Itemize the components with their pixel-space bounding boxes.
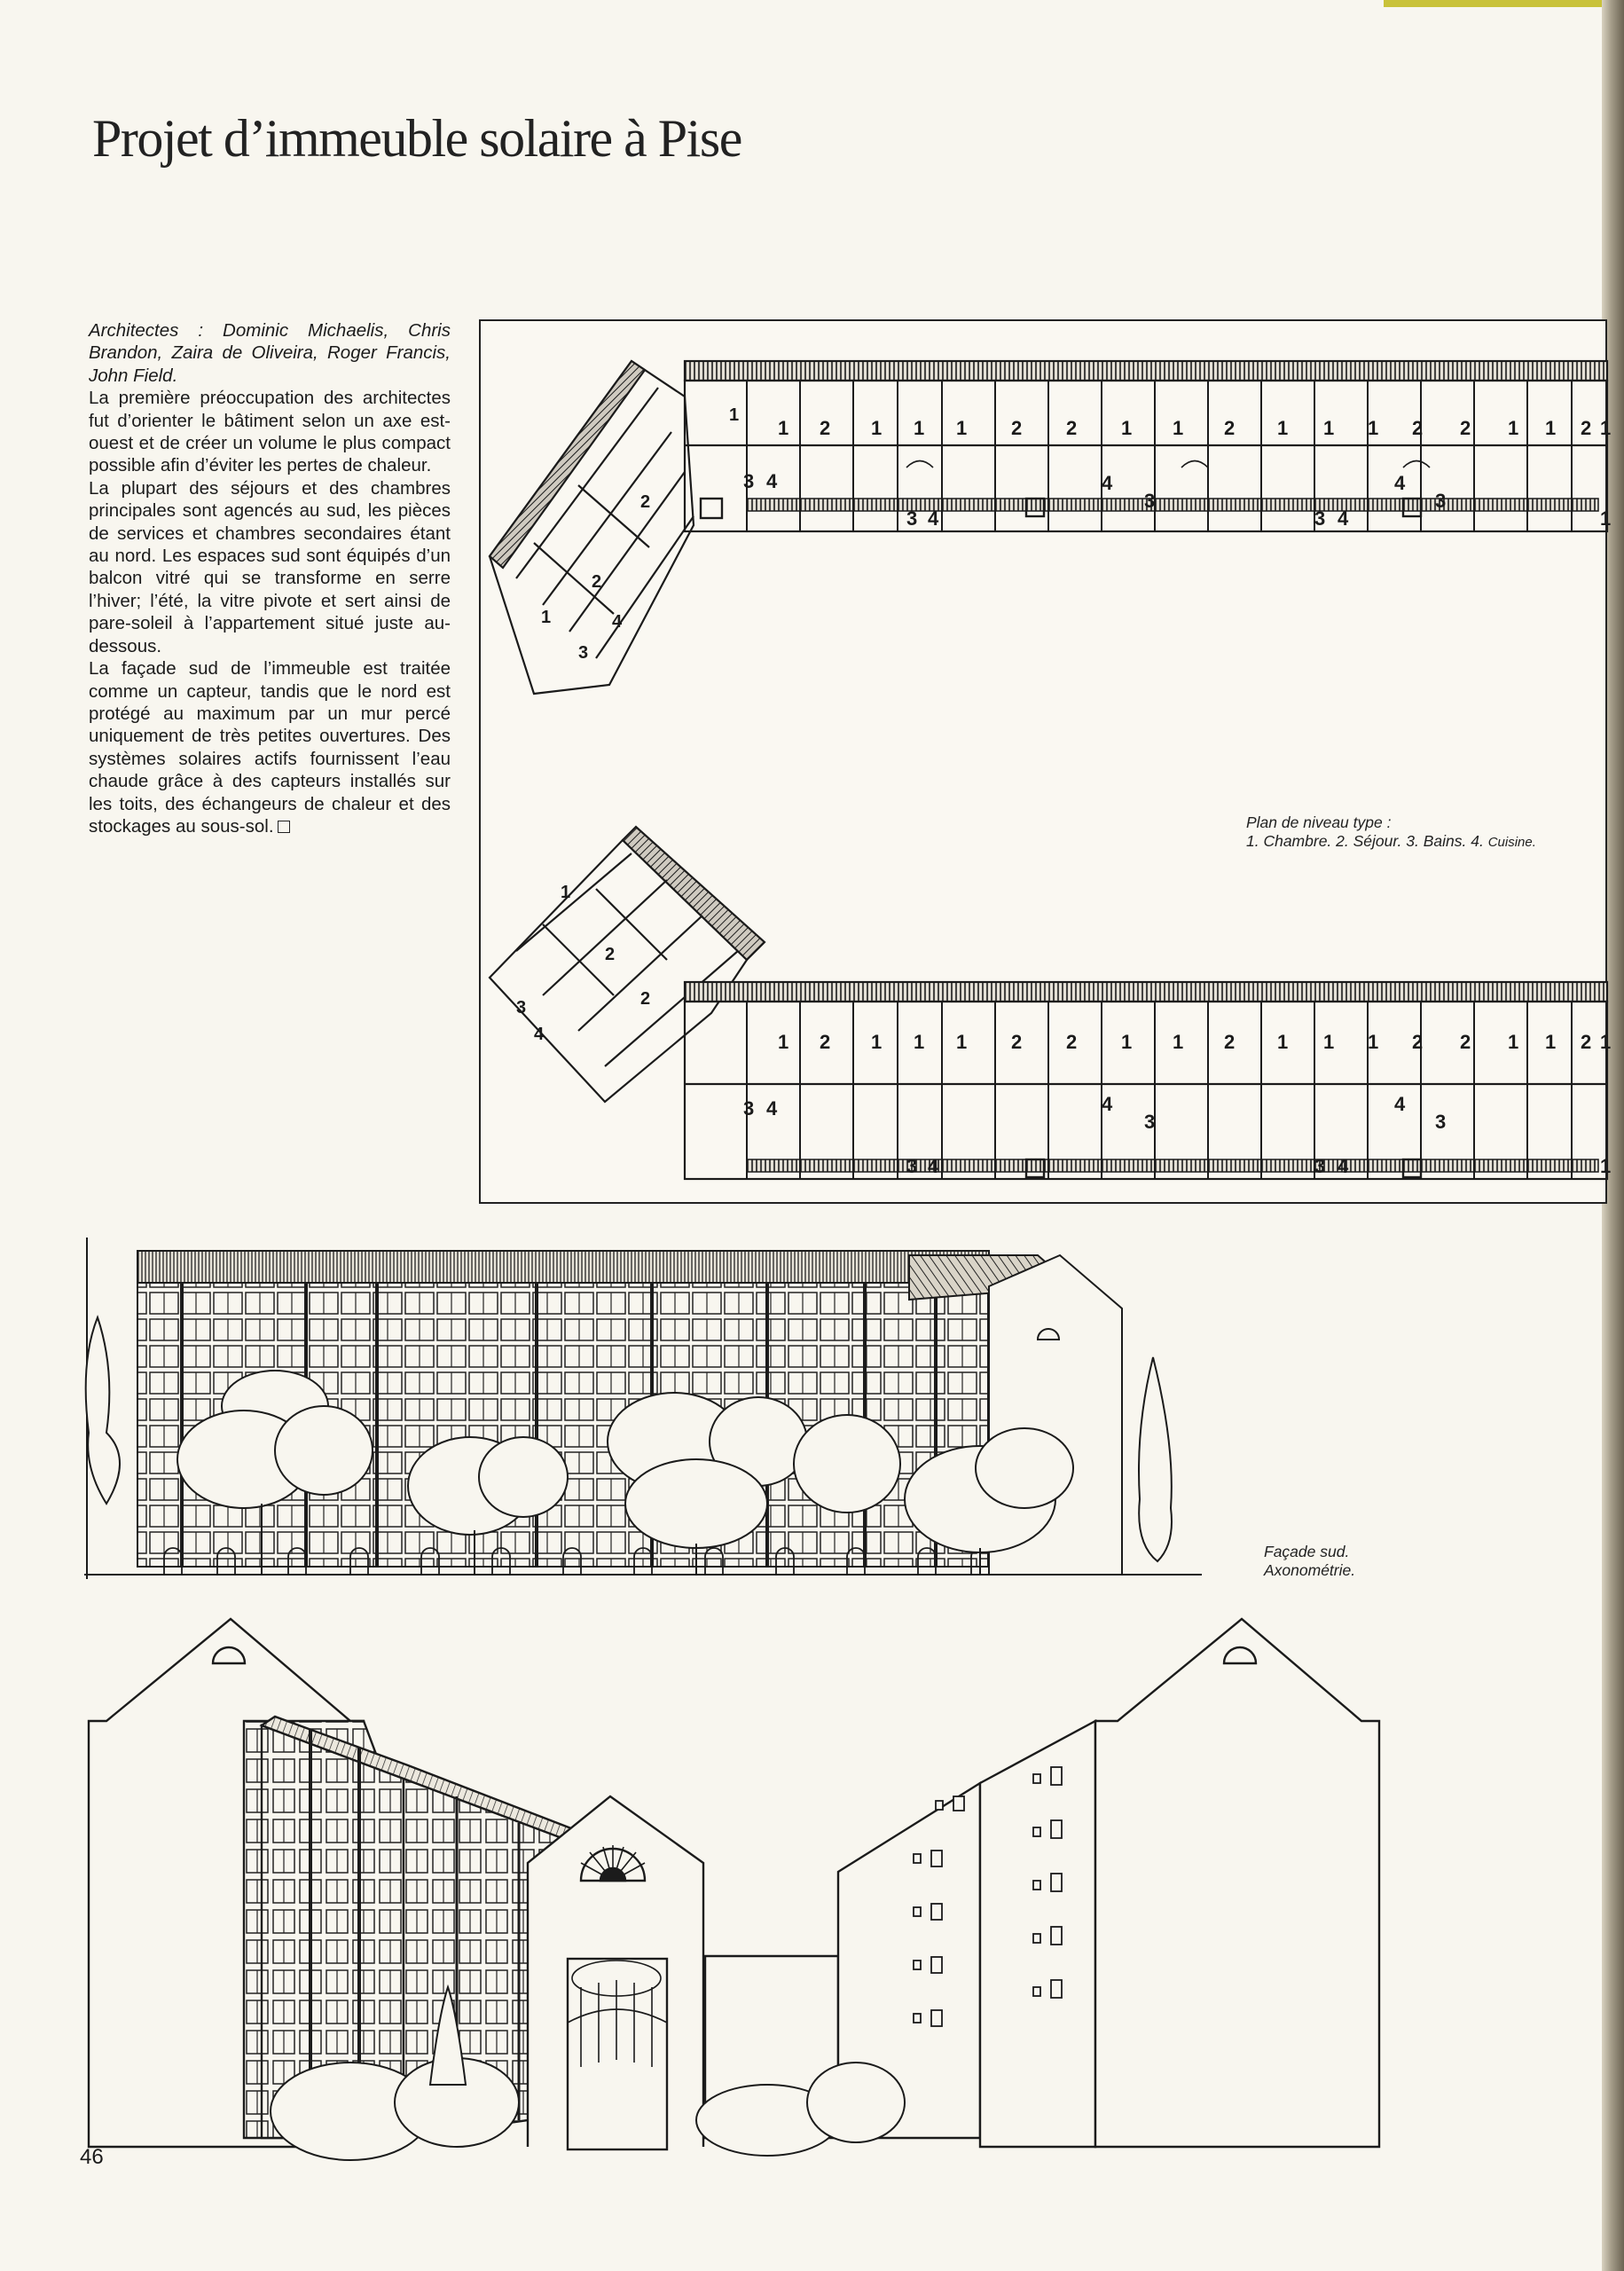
facade-caption [1264, 1543, 1355, 1580]
plan-label: 1 [561, 883, 571, 902]
plan-label: 2 [640, 492, 651, 512]
plan-label: 4 [1394, 1093, 1406, 1115]
plan-label: 3 [743, 1097, 755, 1120]
plan-label: 4 [1338, 1155, 1349, 1177]
plan-label: 3 [743, 470, 755, 492]
page-title: Projet d’immeuble solaire à Pise [92, 109, 741, 168]
top-color-bar [1384, 0, 1624, 7]
paragraph-3-text: La façade sud de l’immeuble est traitée comme un capteur, tandis que le nord est protégé au maximum par un mur percé uniquement de très petites ouvertures. Des systèmes solaires actifs fournissent l’eau chaude grâce à des capteurs installés sur les toits, des échangeurs de chaleur et des stockages au sous-sol. [89, 658, 451, 837]
plan-label: 4 [534, 1025, 545, 1044]
plan-label: 1 [1508, 417, 1519, 439]
plan-label: 1 [1173, 1031, 1184, 1053]
plan-label: 1 [1173, 417, 1184, 439]
plan-label: 4 [928, 507, 939, 530]
plan-label: 1 [1368, 417, 1379, 439]
paragraph-2: La plupart des séjours et des chambres principales sont agencés au sud, les pièces de services et chambres secondaires étant au nord. Les espaces sud sont équipés d’un balcon vitré qui se transforme en serre l’hiver; l’été, la vitre pivote et sert ainsi de pare-soleil à l’appartement situé juste au-dessous. [89, 477, 451, 656]
plan-label: 4 [1338, 507, 1349, 530]
article-text [89, 319, 451, 837]
plan-label: 1 [1121, 417, 1133, 439]
plan-label: 3 [1435, 490, 1447, 512]
plan-label: 2 [820, 417, 831, 439]
floor-plan-figure [479, 319, 1612, 1204]
facade-caption-line: Façade sud. [1264, 1543, 1350, 1560]
plan-label: 1 [1121, 1031, 1133, 1053]
plan-label: 4 [1394, 472, 1406, 494]
plan-label: 1 [1323, 1031, 1335, 1053]
plan-label: 4 [1102, 472, 1113, 494]
plan-label: 4 [766, 1097, 778, 1120]
plan-label: 2 [1412, 417, 1424, 439]
plan-label: 1 [541, 608, 552, 627]
plan-label: 4 [766, 470, 778, 492]
plan-label: 1 [729, 405, 740, 425]
plan-label: 3 [906, 1155, 918, 1177]
end-mark-icon [278, 821, 290, 833]
authors-line: Architectes : Dominic Michaelis, Chris Brandon, Zaira de Oliveira, Roger Francis, John Field. [89, 320, 451, 386]
plan-label: 1 [1545, 417, 1557, 439]
plan-label: 1 [1277, 417, 1289, 439]
upper-plan-labels [541, 405, 1611, 663]
plan-label: 1 [1600, 1031, 1612, 1053]
plan-label: 2 [1412, 1031, 1424, 1053]
paragraph-3 [89, 657, 451, 837]
plan-label: 3 [1314, 1155, 1326, 1177]
plan-label: 1 [914, 417, 925, 439]
plan-label: 2 [1581, 417, 1592, 439]
plan-label: 2 [1011, 417, 1023, 439]
plan-label: 3 [906, 507, 918, 530]
plan-label: 1 [871, 417, 883, 439]
plan-label: 1 [1600, 417, 1612, 439]
plan-label: 2 [1581, 1031, 1592, 1053]
plan-legend: 1. Chambre. 2. Séjour. 3. Bains. 4. [1246, 832, 1484, 850]
plan-label: 4 [1102, 1093, 1113, 1115]
plan-label: 2 [1066, 417, 1078, 439]
axo-caption-line: Axonométrie. [1264, 1561, 1356, 1579]
page-number: 46 [80, 2145, 104, 2169]
plan-label: 4 [612, 612, 623, 632]
plan-label: 1 [1545, 1031, 1557, 1053]
plan-label: 2 [640, 989, 651, 1009]
plan-label: 3 [1314, 507, 1326, 530]
plan-label: 3 [1144, 1111, 1156, 1133]
plan-label: 1 [1277, 1031, 1289, 1053]
paragraph-1: La première préoccupation des architectes fut d’orienter le bâtiment selon un axe est-ouest et de créer un volume le plus compact possible afin d’éviter les pertes de chaleur. [89, 388, 451, 476]
plan-label: 2 [1011, 1031, 1023, 1053]
plan-label: 1 [778, 1031, 789, 1053]
plan-label: 3 [1435, 1111, 1447, 1133]
plan-caption [1246, 813, 1536, 852]
plan-label: 1 [1323, 417, 1335, 439]
plan-label: 2 [820, 1031, 831, 1053]
plan-legend-last: Cuisine. [1487, 835, 1536, 850]
plan-label: 1 [1368, 1031, 1379, 1053]
plan-label: 1 [914, 1031, 925, 1053]
plan-label: 1 [871, 1031, 883, 1053]
plan-label: 2 [1066, 1031, 1078, 1053]
south-facade-drawing [84, 1238, 1291, 1585]
plan-label: 1 [778, 417, 789, 439]
plan-label: 1 [956, 1031, 968, 1053]
plan-caption-line-1: Plan de niveau type : [1246, 813, 1392, 831]
plan-label: 2 [592, 572, 602, 592]
plan-label: 1 [1508, 1031, 1519, 1053]
plan-label: 2 [1224, 417, 1236, 439]
upper-plan [490, 361, 1607, 694]
plan-label: 3 [516, 998, 527, 1018]
plan-label: 2 [605, 945, 616, 964]
plan-label: 3 [578, 643, 589, 663]
plan-caption-line-2 [1246, 832, 1536, 852]
plan-label: 1 [1600, 1155, 1612, 1177]
floor-plan-drawing [481, 321, 1612, 1206]
plan-label: 2 [1224, 1031, 1236, 1053]
plan-label: 3 [1144, 490, 1156, 512]
plan-label: 2 [1460, 417, 1471, 439]
plan-label: 1 [956, 417, 968, 439]
plan-label: 1 [1600, 507, 1612, 530]
axonometry-drawing [84, 1606, 1610, 2182]
plan-label: 4 [928, 1155, 939, 1177]
plan-label: 2 [1460, 1031, 1471, 1053]
